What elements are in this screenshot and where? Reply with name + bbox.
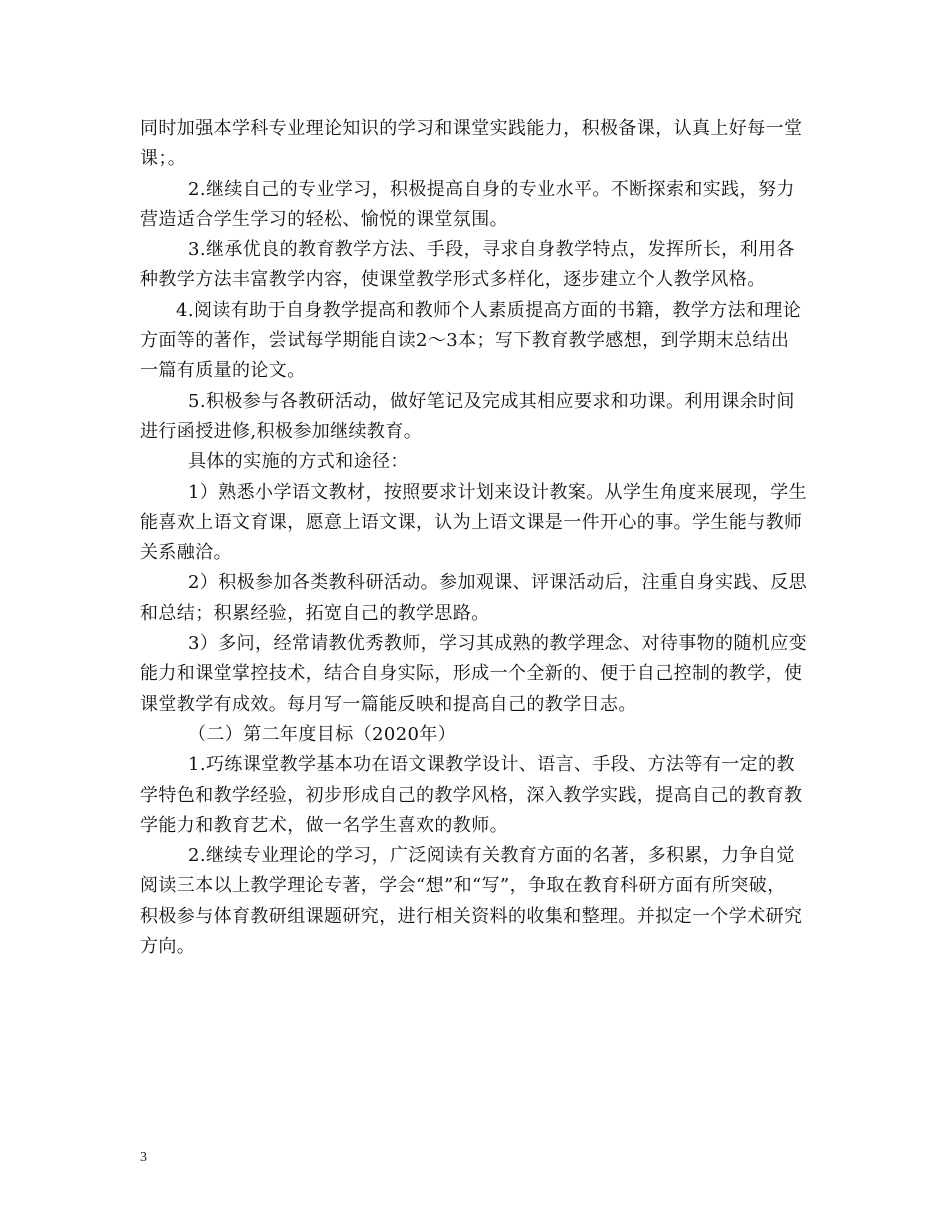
page-number: 3	[140, 1150, 147, 1165]
text-line: 能力和课堂掌控技术，结合自身实际，形成一个全新的、便于自己控制的教学，使	[140, 663, 803, 685]
text-line: 进行函授进修,积极参加继续教育。	[140, 420, 423, 442]
text-line: 1.巧练课堂教学基本功在语文课教学设计、语言、手段、方法等有一定的教	[188, 754, 795, 776]
text-line: 学特色和教学经验，初步形成自己的教学风格，深入教学实践，提高自己的教育教	[140, 784, 803, 806]
paragraph	[140, 720, 820, 750]
text-line: 课；。	[140, 148, 187, 170]
text-line: 2）积极参加各类教科研活动。参加观课、评课活动后，注重自身实践、反思	[188, 572, 808, 594]
paragraph	[140, 447, 820, 477]
text-line: 课堂教学有成效。每月写一篇能反映和提高自己的教学日志。	[140, 693, 637, 715]
text-line: 3）多问，经常请教优秀教师，学习其成熟的教学理念、对待事物的随机应变	[188, 633, 808, 655]
text-line: 5.积极参与各教研活动，做好笔记及完成其相应要求和功课。利用课余时间	[188, 390, 795, 412]
paragraph	[140, 235, 820, 296]
text-line: 1）熟悉小学语文教材，按照要求计划来设计教案。从学生角度来展现，学生	[188, 481, 808, 503]
paragraph	[140, 175, 820, 236]
text-line: 2.继续自己的专业学习，积极提高自身的专业水平。不断探索和实践，努力	[188, 178, 795, 200]
paragraph	[140, 478, 820, 569]
paragraph	[140, 296, 820, 387]
paragraph	[140, 387, 820, 448]
text-line: 积极参与体育教研组课题研究，进行相关资料的收集和整理。并拟定一个学术研究	[140, 905, 803, 927]
text-line: 方面等的著作，尝试每学期能自读2～3本；写下教育教学感想，到学期末总结出	[140, 330, 790, 352]
text-line: 具体的实施的方式和途径：	[188, 451, 409, 473]
text-line: 4.阅读有助于自身教学提高和教师个人素质提高方面的书籍，教学方法和理论	[176, 299, 802, 321]
text-line: 同时加强本学科专业理论知识的学习和课堂实践能力，积极备课，认真上好每一堂	[140, 118, 803, 139]
text-line: （二）第二年度目标（2020年）	[188, 723, 457, 745]
text-line: 3.继承优良的教育教学方法、手段，寻求自身教学特点，发挥所长，利用各	[188, 239, 795, 261]
text-line: 关系融洽。	[140, 542, 232, 564]
text-line: 方向。	[140, 936, 196, 958]
paragraph	[140, 114, 820, 175]
paragraph	[140, 841, 820, 962]
text-line: 能喜欢上语文育课，愿意上语文课，认为上语文课是一件开心的事。学生能与教师	[140, 511, 803, 533]
paragraph	[140, 629, 820, 720]
text-line: 阅读三本以上教学理论专著，学会“想”和“写”，争取在教育科研方面有所突破，	[140, 875, 786, 897]
text-line: 种教学方法丰富教学内容，使课堂教学形式多样化，逐步建立个人教学风格。	[140, 269, 766, 291]
text-line: 营造适合学生学习的轻松、愉悦的课堂氛围。	[140, 208, 508, 230]
text-line: 2.继续专业理论的学习，广泛阅读有关教育方面的名著，多积累，力争自觉	[188, 845, 795, 867]
paragraph	[140, 568, 820, 629]
text-line: 学能力和教育艺术，做一名学生喜欢的教师。	[140, 814, 508, 836]
text-line: 一篇有质量的论文。	[140, 360, 306, 382]
text-line: 和总结；积累经验，拓宽自己的教学思路。	[140, 602, 490, 624]
document-body	[140, 114, 820, 962]
paragraph	[140, 750, 820, 841]
